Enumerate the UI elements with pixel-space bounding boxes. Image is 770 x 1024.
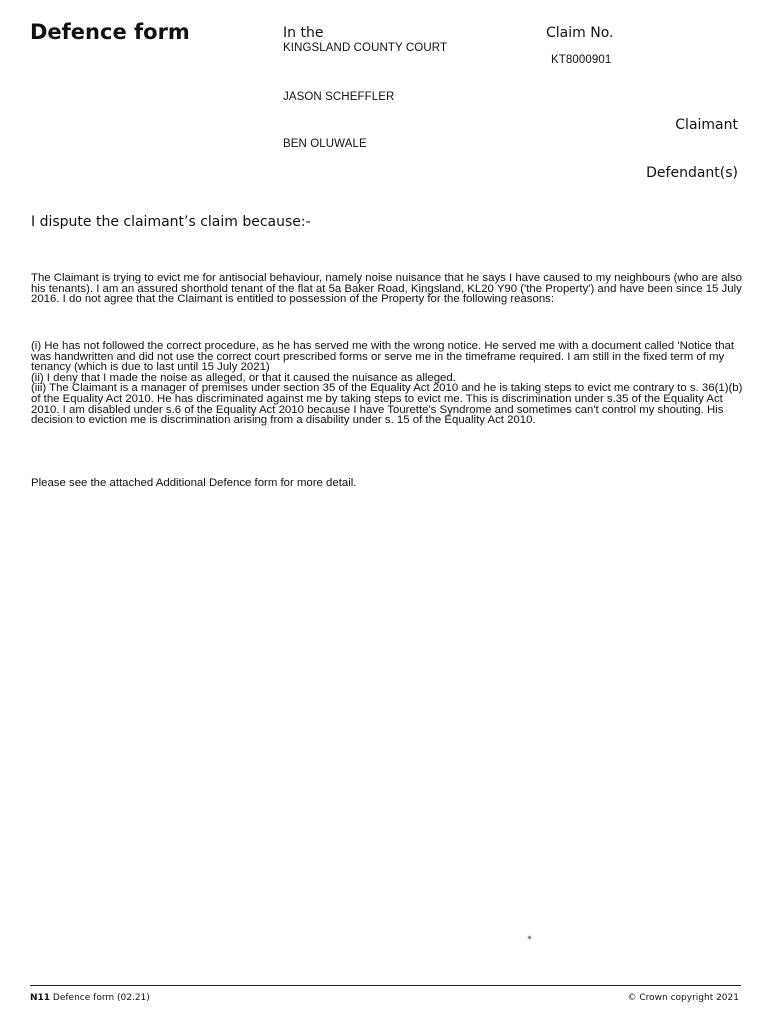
footer-copyright: © Crown copyright 2021 — [627, 993, 739, 1003]
defence-closing — [31, 478, 743, 489]
footer-divider — [30, 985, 741, 986]
defence-closing-text: Please see the attached Additional Defence form for more detail. — [31, 477, 357, 489]
dispute-heading: I dispute the claimant’s claim because:- — [31, 214, 311, 230]
claim-no-label: Claim No. — [546, 25, 614, 41]
court-name: KINGSLAND COUNTY COURT — [283, 42, 448, 54]
defence-intro-paragraph — [31, 273, 743, 305]
defendant-name: BEN OLUWALE — [283, 138, 367, 150]
claimant-label: Claimant — [675, 117, 738, 133]
defence-point-1: (i) He has not followed the correct procedure, as he has served me with the wrong notice. He served me with a document called 'Notice that was handwritten and did not use the correct court prescribed forms or serve me in the timeframe required. I am still in the fixed term of my tenancy (which is due to last until 15 July 2021) — [31, 340, 735, 374]
claim-no-value: KT8000901 — [551, 54, 612, 66]
footer-form-id — [30, 993, 150, 1003]
court-label: In the — [283, 25, 324, 41]
defendant-label: Defendant(s) — [646, 165, 738, 181]
defence-point-3: (iii) The Claimant is a manager of premises under section 35 of the Equality Act 2010 and he is taking steps to evict me contrary to s. 36(1)(b) of the Equality Act 2010. He has discriminated against me by taking steps to evict me. This is discrimination under s.35 of the Equality Act 2010. I am disabled under s.6 of the Equality Act 2010 because I have Tourette's Syndrome and sometimes can't control my shouting. His decision to eviction me is discrimination arising from a disability under s. 15 of the Equality Act 2010. — [31, 382, 743, 427]
form-title: Defence form — [30, 20, 190, 44]
scan-speck — [527, 935, 531, 939]
defence-point-2: (ii) I deny that I made the noise as alleged, or that it caused the nuisance as alleged. — [31, 371, 456, 384]
claimant-name: JASON SCHEFFLER — [283, 91, 395, 103]
defence-reasons — [31, 341, 743, 426]
footer-form-code: N11 — [30, 993, 51, 1003]
footer-form-name: Defence form (02.21) — [50, 993, 150, 1003]
defence-intro-text: The Claimant is trying to evict me for antisocial behaviour, namely noise nuisance that he says I have caused to my neighbours (who are also his tenants). I am an assured shorthold tenant of the flat at 5a Baker Road, Kingsland, KL20 Y90 ('the Property') and have been since 15 July 2016. I do not agree that the Claimant is entitled to possession of the Property for the following reasons: — [31, 272, 743, 306]
